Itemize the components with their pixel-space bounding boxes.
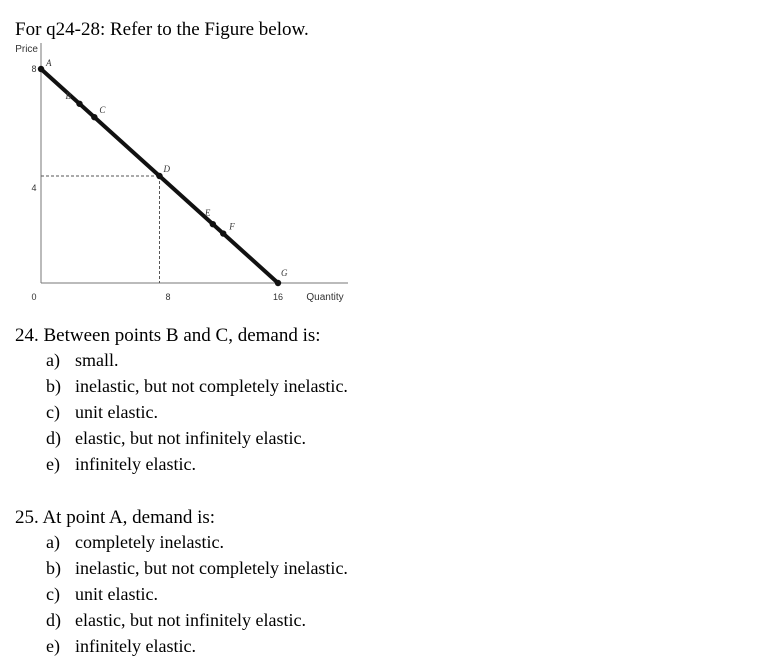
- point-b-marker: [76, 101, 82, 107]
- option-letter: d): [46, 610, 61, 630]
- answer-option-d[interactable]: [46, 610, 306, 631]
- answer-option-c[interactable]: [46, 584, 158, 605]
- answer-option-a[interactable]: [46, 350, 119, 371]
- point-g-marker: [275, 280, 281, 286]
- option-text: unit elastic.: [75, 402, 158, 422]
- option-letter: c): [46, 402, 60, 422]
- point-f-label: F: [229, 221, 235, 232]
- x-axis-label: Quantity: [306, 292, 344, 303]
- figure-axes: [41, 43, 348, 283]
- option-text: unit elastic.: [75, 584, 158, 604]
- point-a-marker: [38, 66, 44, 72]
- point-f-marker: [220, 230, 226, 236]
- point-g-label: G: [281, 268, 288, 278]
- y-tick-label: 0: [31, 292, 37, 302]
- point-c-marker: [91, 114, 97, 120]
- question-title: 24. Between points B and C, demand is:: [15, 325, 321, 346]
- point-e-label: E: [204, 208, 211, 219]
- question-title: 25. At point A, demand is:: [15, 507, 216, 528]
- answer-option-e[interactable]: [46, 636, 196, 657]
- option-text: infinitely elastic.: [75, 454, 196, 474]
- point-e-marker: [210, 221, 216, 227]
- point-d-label: D: [163, 164, 170, 174]
- answer-option-b[interactable]: [46, 376, 348, 397]
- answer-option-b[interactable]: [46, 558, 348, 579]
- option-letter: b): [46, 376, 61, 396]
- point-b-label: B: [65, 90, 72, 101]
- option-letter: a): [46, 350, 60, 370]
- y-axis-label: Price: [15, 44, 38, 55]
- point-c-label: C: [99, 105, 106, 116]
- point-a-label: A: [46, 58, 52, 68]
- x-tick-label: 8: [165, 292, 171, 302]
- answer-option-d[interactable]: [46, 428, 306, 449]
- answer-option-c[interactable]: [46, 402, 158, 423]
- option-letter: b): [46, 558, 61, 578]
- x-tick-label: 16: [272, 292, 284, 302]
- y-tick-label: 8: [31, 64, 37, 74]
- option-text: elastic, but not infinitely elastic.: [75, 428, 306, 448]
- intro-heading: For q24-28: Refer to the Figure below.: [15, 19, 309, 40]
- answer-option-a[interactable]: [46, 532, 224, 553]
- option-letter: d): [46, 428, 61, 448]
- answer-option-e[interactable]: [46, 454, 196, 475]
- point-d-marker: [156, 173, 162, 179]
- option-text: completely inelastic.: [75, 532, 224, 552]
- option-letter: e): [46, 454, 60, 474]
- option-text: inelastic, but not completely inelastic.: [75, 558, 348, 578]
- option-text: infinitely elastic.: [75, 636, 196, 656]
- option-letter: e): [46, 636, 60, 656]
- option-letter: a): [46, 532, 60, 552]
- option-text: inelastic, but not completely inelastic.: [75, 376, 348, 396]
- option-letter: c): [46, 584, 60, 604]
- option-text: small.: [75, 350, 119, 370]
- y-tick-label: 4: [31, 183, 37, 193]
- option-text: elastic, but not infinitely elastic.: [75, 610, 306, 630]
